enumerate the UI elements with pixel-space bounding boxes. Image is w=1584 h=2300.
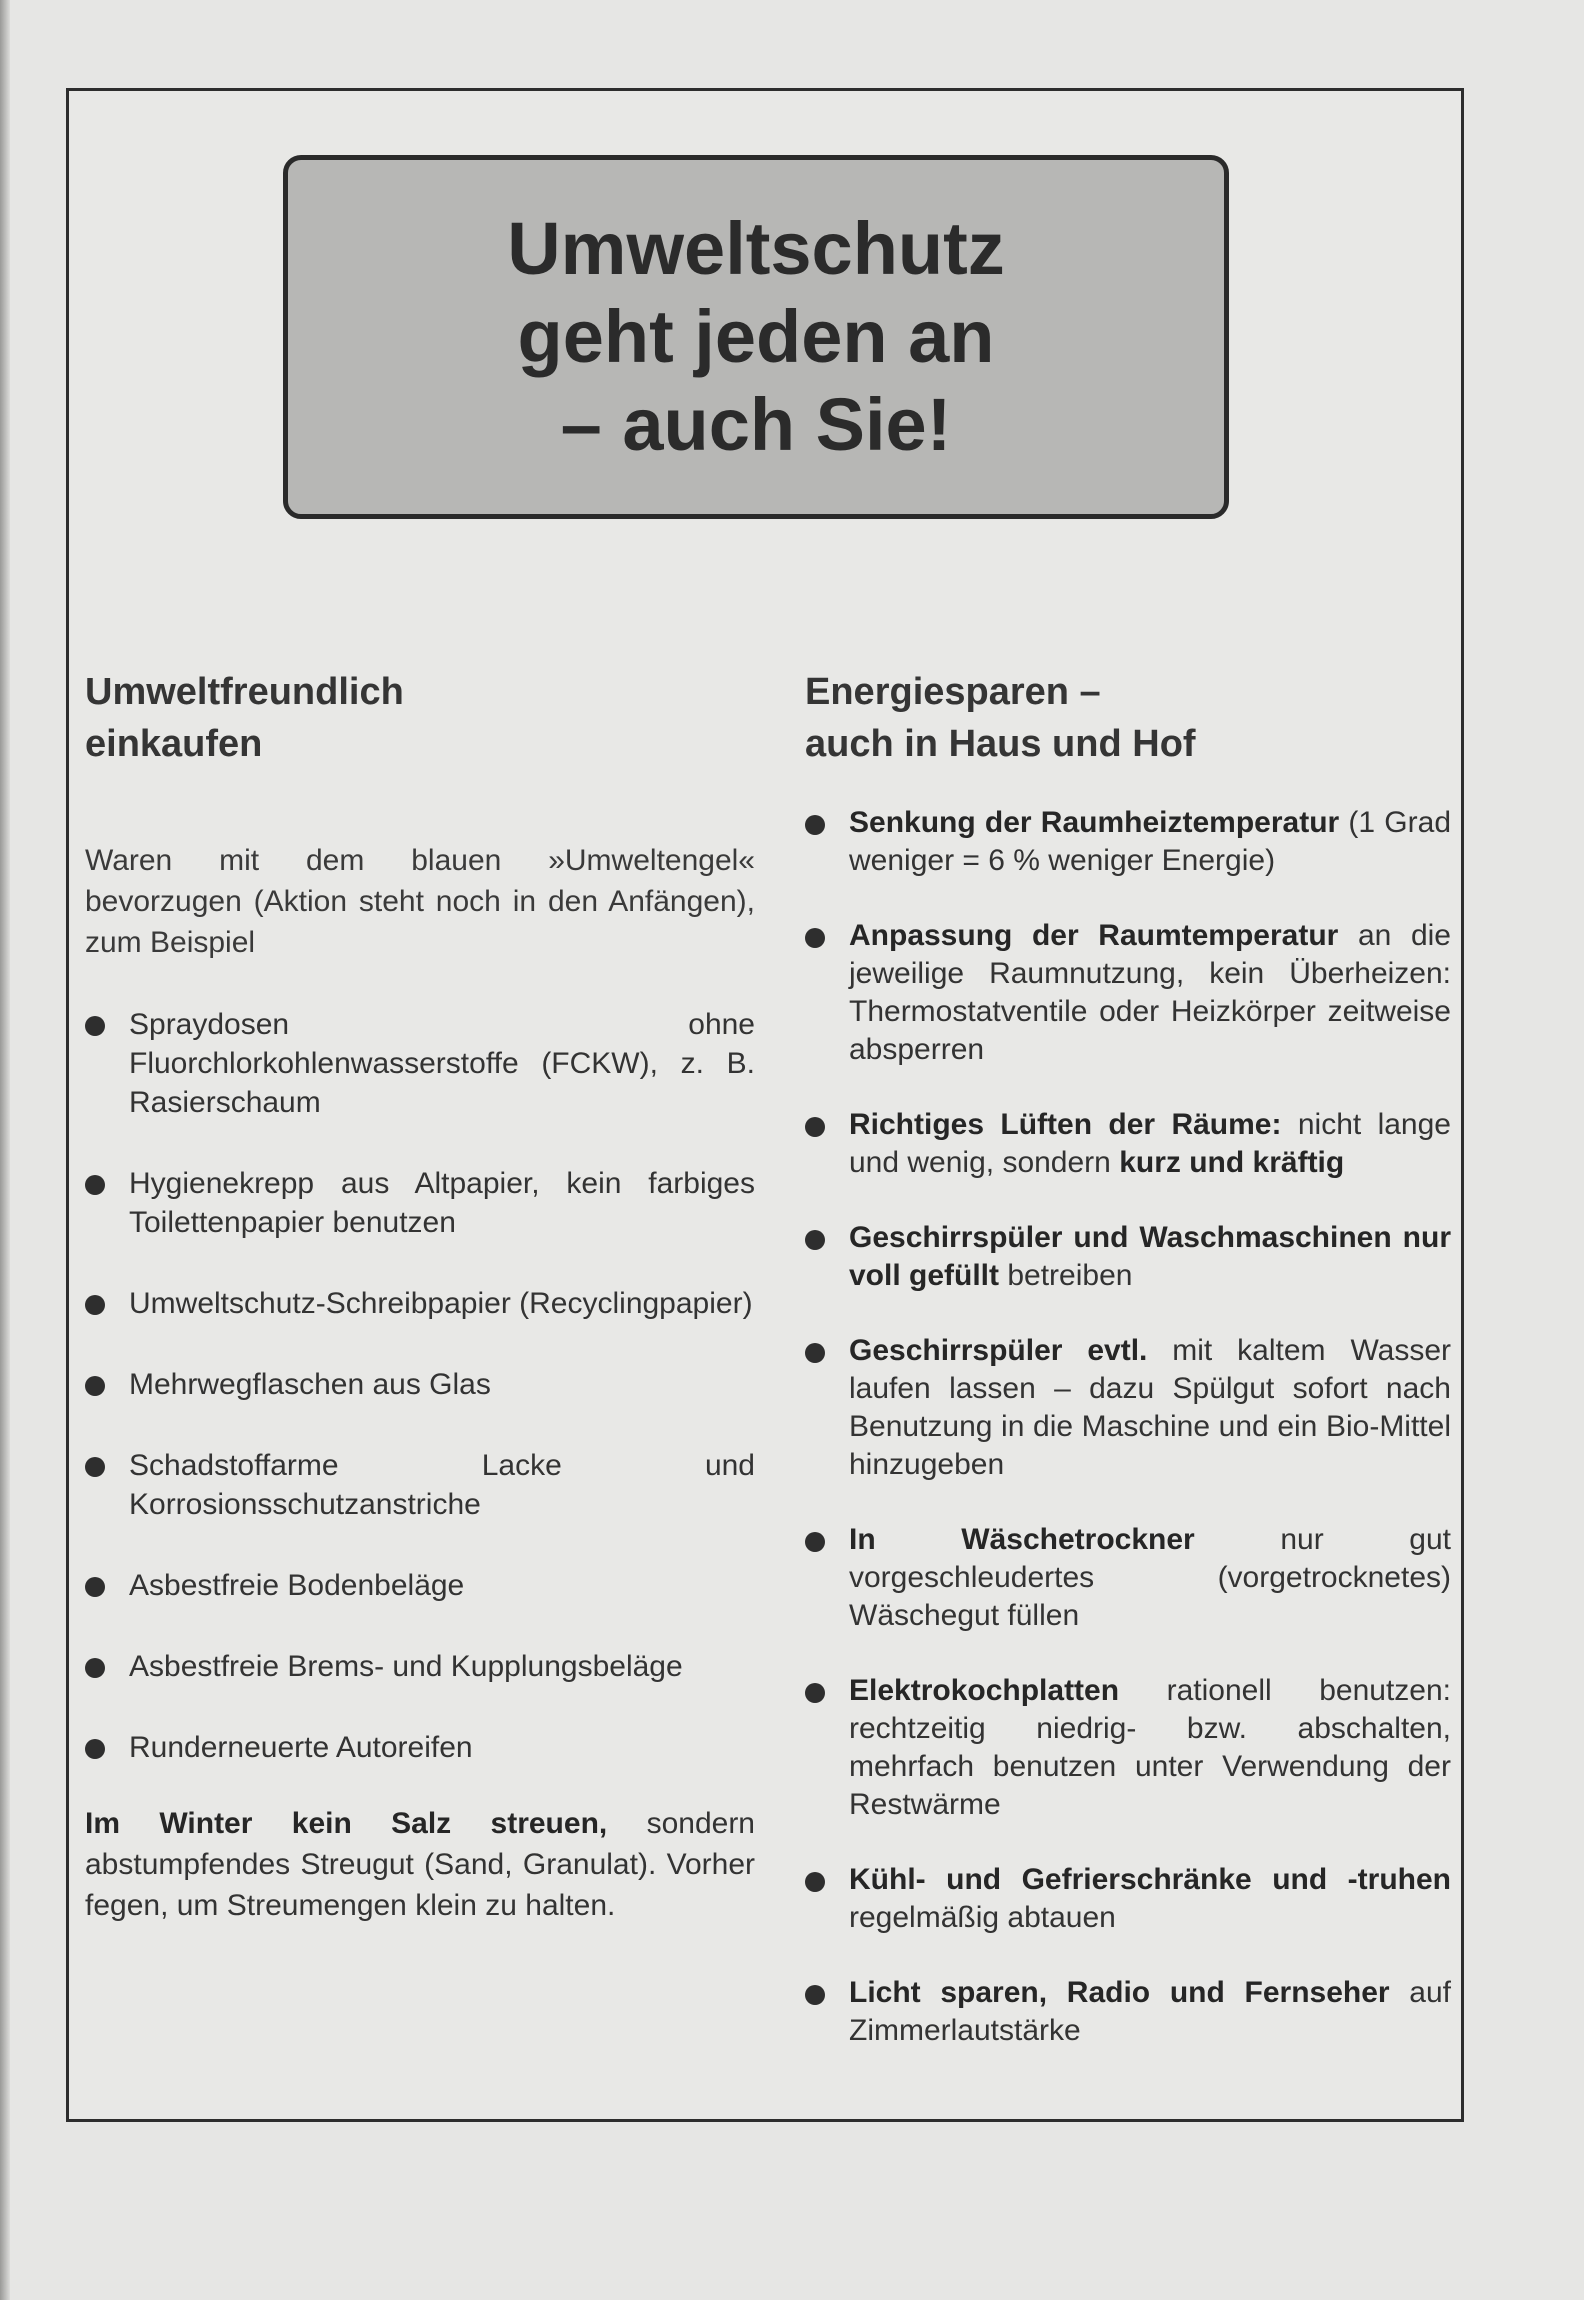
- right-column: [805, 666, 1451, 2087]
- list-item: [85, 1566, 755, 1605]
- list-item-text: (1 Grad weniger = 6 % weniger Energie): [849, 806, 1451, 877]
- list-item-bold: Kühl- und Gefrierschränke und -truhen: [849, 1863, 1451, 1896]
- list-item-bold: In Wäschetrockner: [849, 1523, 1195, 1556]
- left-outro: [85, 1803, 755, 1926]
- list-item-text: nur gut vorgeschleudertes (vorgetrocknetes) Wäschegut füllen: [849, 1523, 1451, 1632]
- left-heading-line-2: einkaufen: [85, 723, 263, 765]
- list-item: [85, 1446, 755, 1524]
- left-heading: [85, 666, 755, 770]
- bullet-icon: [85, 1295, 105, 1315]
- bullet-icon: [85, 1457, 105, 1477]
- list-item: [805, 1219, 1451, 1295]
- list-item-text: regelmäßig abtauen: [849, 1901, 1116, 1934]
- list-item-bold: Geschirrspüler und Waschmaschinen nur voll gefüllt: [849, 1221, 1451, 1292]
- list-item-bold: Richtiges Lüften der Räume:: [849, 1108, 1282, 1141]
- bullet-icon: [85, 1016, 105, 1036]
- bullet-icon: [805, 1117, 825, 1137]
- bullet-icon: [85, 1577, 105, 1597]
- list-item: [805, 1974, 1451, 2050]
- list-item: [805, 1672, 1451, 1824]
- left-list: [85, 1005, 755, 1767]
- banner-title-line-3: – auch Sie!: [560, 383, 952, 466]
- bullet-icon: [85, 1658, 105, 1678]
- bullet-icon: [85, 1175, 105, 1195]
- list-item-bold: Senkung der Raumheiztemperatur: [849, 806, 1340, 839]
- list-item: [805, 1861, 1451, 1937]
- list-item: [85, 1164, 755, 1242]
- outro-rest: sondern abstumpfendes Streugut (Sand, Granulat). Vorher fegen, um Streumengen klein zu halten.: [85, 1807, 755, 1922]
- list-item-text: rationell benutzen: rechtzeitig niedrig- bzw. abschalten, mehrfach benutzen unter Verwendung der Restwärme: [849, 1674, 1451, 1821]
- left-heading-line-1: Umweltfreundlich: [85, 671, 404, 713]
- list-item: [805, 1521, 1451, 1635]
- bullet-icon: [805, 1532, 825, 1552]
- list-item-text: Asbestfreie Brems- und Kupplungsbeläge: [129, 1650, 683, 1683]
- title-banner: [283, 155, 1229, 519]
- bullet-icon: [805, 928, 825, 948]
- list-item-text: an die jeweilige Raumnutzung, kein Überheizen: Thermostatventile oder Heizkörper zeitweise absperren: [849, 919, 1451, 1066]
- bullet-icon: [805, 1343, 825, 1363]
- list-item-text: Runderneuerte Autoreifen: [129, 1731, 473, 1764]
- right-heading-line-1: Energiesparen –: [805, 671, 1101, 713]
- list-item-bold: Elektrokochplatten: [849, 1674, 1120, 1707]
- list-item-bold-2: kurz und kräftig: [1119, 1146, 1345, 1179]
- list-item-text: nicht lange und wenig, sondern: [849, 1108, 1451, 1179]
- bullet-icon: [805, 1872, 825, 1892]
- list-item-text: Asbestfreie Bodenbeläge: [129, 1569, 465, 1602]
- right-list: [805, 804, 1451, 2050]
- list-item: [805, 1106, 1451, 1182]
- bullet-icon: [805, 1985, 825, 2005]
- list-item-text: Mehrwegflaschen aus Glas: [129, 1368, 491, 1401]
- list-item: [85, 1647, 755, 1686]
- list-item-text: mit kaltem Wasser laufen lassen – dazu Spülgut sofort nach Benutzung in die Maschine und ein Bio-Mittel hinzugeben: [849, 1334, 1452, 1481]
- list-item: [805, 917, 1451, 1069]
- bullet-icon: [85, 1739, 105, 1759]
- list-item: [805, 804, 1451, 880]
- list-item-text: betreiben: [999, 1259, 1133, 1292]
- list-item: [85, 1728, 755, 1767]
- list-item: [85, 1365, 755, 1404]
- page-edge: [0, 0, 10, 2300]
- right-heading-line-2: auch in Haus und Hof: [805, 723, 1196, 765]
- content-frame: [66, 88, 1464, 2122]
- banner-title-line-2: geht jeden an: [517, 295, 995, 378]
- list-item-bold: Geschirrspüler evtl.: [849, 1334, 1148, 1367]
- left-intro: Waren mit dem blauen »Umweltengel« bevorzugen (Aktion steht noch in den Anfängen), zum Beispiel: [85, 844, 755, 959]
- list-item-bold: Licht sparen, Radio und Fernseher: [849, 1976, 1390, 2009]
- list-item-text: Umweltschutz-Schreibpapier (Recyclingpapier): [129, 1287, 753, 1320]
- list-item: [85, 1284, 755, 1323]
- list-item-bold: Anpassung der Raumtemperatur: [849, 919, 1339, 952]
- list-item-text: Spraydosen ohne Fluorchlorkohlenwasserstoffe (FCKW), z. B. Rasierschaum: [129, 1008, 755, 1119]
- list-item: [805, 1332, 1451, 1484]
- list-item-text: auf Zimmerlautstärke: [849, 1976, 1451, 2047]
- list-item: [85, 1005, 755, 1122]
- list-item-text: Schadstoffarme Lacke und Korrosionsschutzanstriche: [129, 1449, 755, 1521]
- right-heading: [805, 666, 1451, 770]
- bullet-icon: [85, 1376, 105, 1396]
- left-column: [85, 666, 755, 1956]
- bullet-icon: [805, 1683, 825, 1703]
- bullet-icon: [805, 815, 825, 835]
- bullet-icon: [805, 1230, 825, 1250]
- list-item-text: Hygienekrepp aus Altpapier, kein farbiges Toilettenpapier benutzen: [129, 1167, 755, 1239]
- outro-bold: Im Winter kein Salz streuen,: [85, 1807, 608, 1840]
- banner-title-line-1: Umweltschutz: [507, 207, 1005, 290]
